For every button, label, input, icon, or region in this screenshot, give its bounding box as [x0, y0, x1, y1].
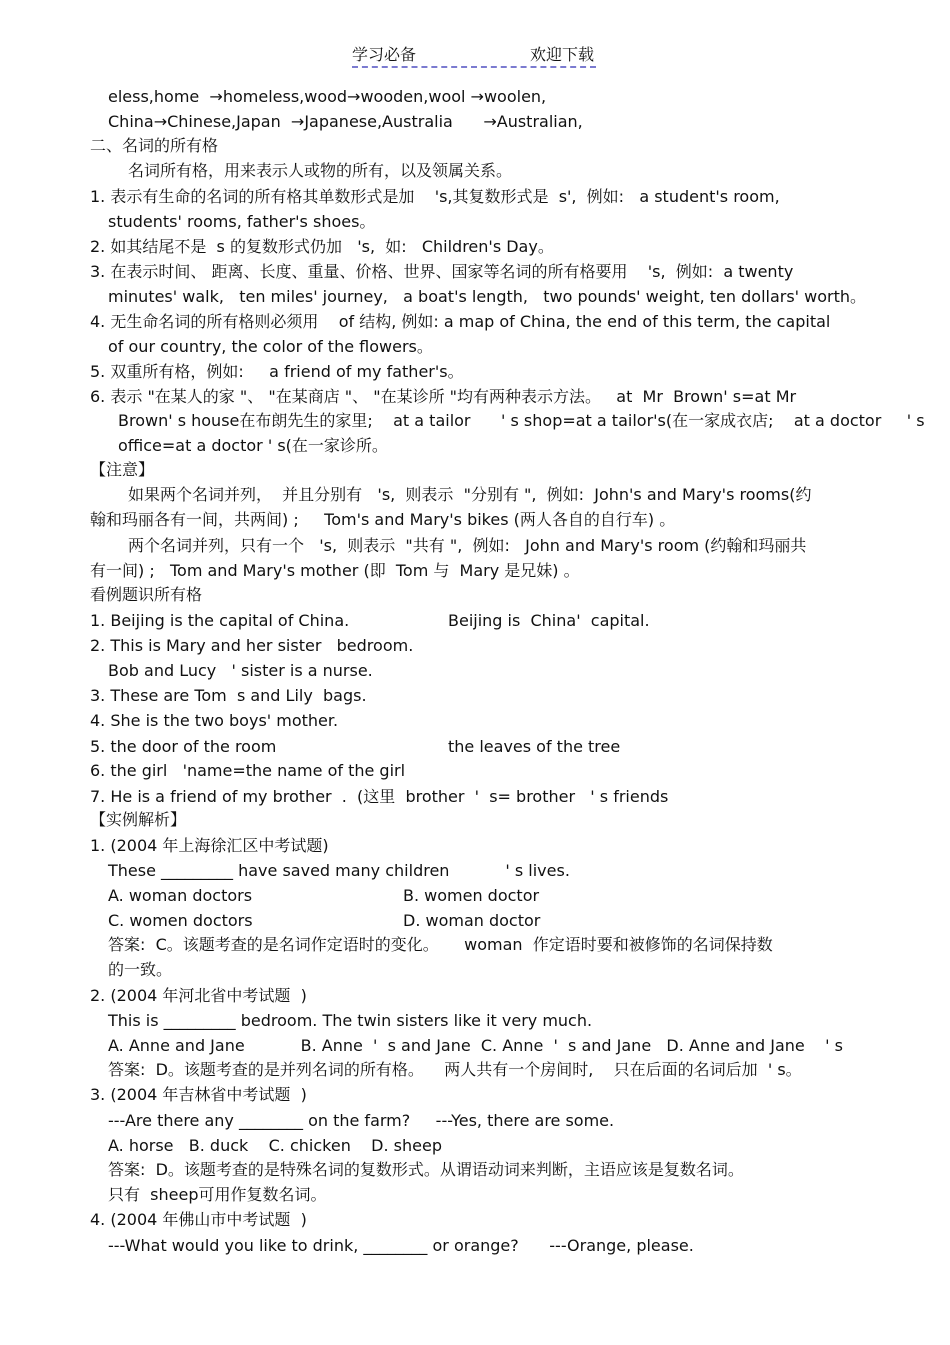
text-line: ---What would you like to drink, ________ or orange? ---Orange, please.: [108, 1236, 694, 1255]
text-line: 6. 表示 "在某人的家 "、 "在某商店 "、 "在某诊所 "均有两种表示方法。 at Mr Brown' s=at Mr: [90, 387, 797, 406]
note-heading: 【注意】: [90, 460, 155, 479]
text-line: the leaves of the tree: [448, 737, 621, 756]
text-line: eless,home →homeless,wood→wooden,wool →woolen,: [108, 87, 547, 106]
text-line: 4. 无生命名词的所有格则必须用 of 结构, 例如: a map of China, the end of this term, the capital: [90, 312, 831, 331]
text-line: 如果两个名词并列， 并且分别有 's, 则表示 "分别有 ", 例如: John's and Mary's rooms(约: [128, 485, 812, 504]
answer-line: 答案: C。该题考查的是名词作定语时的变化。 woman 作定语时要和被修饰的名词保持数: [108, 935, 773, 954]
text-line: 4. She is the two boys' mother.: [90, 711, 339, 730]
text-line: students' rooms, father's shoes。: [108, 212, 376, 231]
text-line: 两个名词并列，只有一个 's, 则表示 "共有 ", 例如: John and Mary's room (约翰和玛丽共: [128, 536, 807, 555]
text-line: 5. the door of the room: [90, 737, 277, 756]
text-line: 2. This is Mary and her sister bedroom.: [90, 636, 414, 655]
section-heading: 看例题识所有格: [90, 585, 203, 604]
text-line: 1. Beijing is the capital of China.: [90, 611, 350, 630]
text-line: Brown' s house在布朗先生的家里; at a tailor ' s shop=at a tailor's(在一家成衣店; at a doctor ' s: [118, 411, 925, 430]
text-line: Bob and Lucy ' sister is a nurse.: [108, 661, 373, 680]
text-line: minutes' walk, ten miles' journey, a boat's length, two pounds' weight, ten dollars' worth。: [108, 287, 867, 306]
option-line: A. horse B. duck C. chicken D. sheep: [108, 1136, 442, 1155]
text-line: office=at a doctor ' s(在一家诊所。: [118, 436, 388, 455]
text-line: 名词所有格，用来表示人或物的所有，以及领属关系。: [128, 161, 513, 180]
text-line: China→Chinese,Japan →Japanese,Australia →Australian,: [108, 112, 583, 131]
option-line: C. women doctors: [108, 911, 253, 930]
text-line: Beijing is China' capital.: [448, 611, 650, 630]
option-line: D. woman doctor: [403, 911, 541, 930]
text-line: 1. 表示有生命的名词的所有格其单数形式是加 's,其复数形式是 s', 例如: a student's room,: [90, 187, 780, 206]
text-line: 5. 双重所有格，例如: a friend of my father's。: [90, 362, 464, 381]
answer-line: 的一致。: [108, 960, 173, 979]
option-line: A. Anne and Jane B. Anne ' s and Jane C. Anne ' s and Jane D. Anne and Jane ' s: [108, 1036, 843, 1055]
header-left-text: 学习必备: [352, 45, 417, 64]
section-heading: 【实例解析】: [90, 810, 187, 829]
text-line: 2. 如其结尾不是 s 的复数形式仍加 's, 如: Children's Day。: [90, 237, 554, 256]
text-line: 3. These are Tom s and Lily bags.: [90, 686, 367, 705]
text-line: These _________ have saved many children ' s lives.: [108, 861, 570, 880]
answer-line: 答案: D。该题考查的是并列名词的所有格。 两人共有一个房间时, 只在后面的名词后加 ' s。: [108, 1060, 802, 1079]
option-line: B. women doctor: [403, 886, 540, 905]
text-line: 7. He is a friend of my brother . (这里 brother ' s= brother ' s friends: [90, 787, 669, 806]
text-line: 2. (2004 年河北省中考试题 ): [90, 986, 307, 1005]
answer-line: 答案: D。该题考查的是特殊名词的复数形式。从谓语动词来判断，主语应该是复数名词。: [108, 1160, 744, 1179]
option-line: A. woman doctors: [108, 886, 253, 905]
text-line: of our country, the color of the flowers。: [108, 337, 433, 356]
text-line: 3. 在表示时间、 距离、长度、重量、价格、世界、国家等名词的所有格要用 's, 例如: a twenty: [90, 262, 794, 281]
text-line: ---Are there any ________ on the farm? ---Yes, there are some.: [108, 1111, 615, 1130]
text-line: 有一间) ; Tom and Mary's mother (即 Tom 与 Mary 是兄妹) 。: [90, 561, 580, 580]
text-line: 4. (2004 年佛山市中考试题 ): [90, 1210, 307, 1229]
text-line: 翰和玛丽各有一间，共两间) ; Tom's and Mary's bikes (两人各自的自行车) 。: [90, 510, 676, 529]
text-line: This is _________ bedroom. The twin sisters like it very much.: [108, 1011, 593, 1030]
text-line: 1. (2004 年上海徐汇区中考试题): [90, 836, 329, 855]
text-line: 3. (2004 年吉林省中考试题 ): [90, 1085, 307, 1104]
header-right-text: 欢迎下载: [529, 45, 594, 64]
answer-line: 只有 sheep可用作复数名词。: [108, 1185, 327, 1204]
section-heading: 二、名词的所有格: [90, 136, 219, 155]
page-header: [352, 40, 596, 68]
text-line: 6. the girl 'name=the name of the girl: [90, 761, 406, 780]
